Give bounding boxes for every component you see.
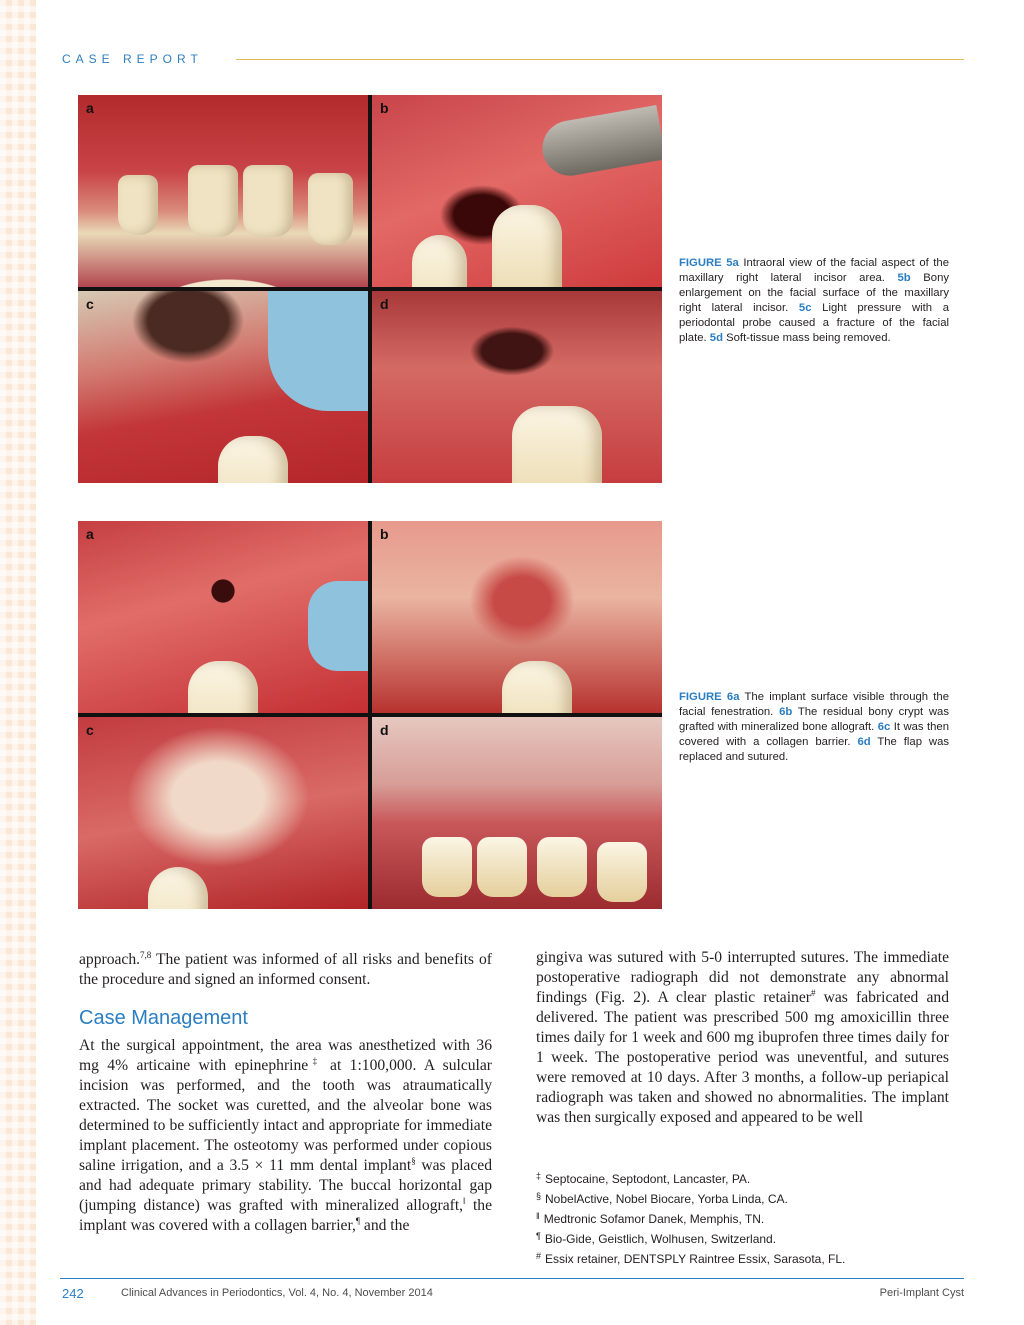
panel-label: d [380,296,389,312]
panel-label: a [86,526,94,542]
page-number: 242 [62,1286,84,1301]
figure-6-caption: FIGURE 6a The implant surface visible through the facial fenestration. 6b The residual bony crypt was grafted with mineralized bone allograft. 6c It was then covered with a collagen barrier. 6d The flap was replaced and sutured. [679,691,950,763]
footnote: ‖ Medtronic Sofamor Danek, Memphis, TN. [536,1211,765,1226]
footnote: ‡ Septocaine, Septodont, Lancaster, PA. [536,1171,751,1186]
body-column-right [536,948,949,1128]
panel-label: b [380,526,389,542]
panel-label: a [86,100,94,116]
running-title: Peri-Implant Cyst [879,1287,964,1299]
panel-label: d [380,722,389,738]
figure-5d-photo [372,291,662,483]
case-management-paragraph: At the surgical appointment, the area was anesthetized with 36 mg 4% articaine with epinephrine‡ at 1:100,000. A sulcular incision was performed, and the tooth was atraumatically extracted. The socket was curetted, and the alveolar bone was determined to be sufficiently intact and appropriate for immediate implant placement. The osteotomy was performed under copious saline irrigation, and a 3.5 × 11 mm dental implant§ was placed and had adequate primary stability. The buccal horizontal gap (jumping distance) was grafted with mineralized allograft,‖ the implant was covered with a collagen barrier,¶ and the [79,1037,493,1234]
continuation-paragraph: gingiva was sutured with 5-0 interrupted sutures. The immediate postoperative radiograph did not demonstrate any abnormal findings (Fig. 2). A clear plastic retainer# was fabricated and delivered. The patient was prescribed 500 mg amoxicillin three times daily for 1 week and 600 mg ibuprofen three times daily for 1 week. The postoperative period was uneventful, and sutures were removed at 10 days. After 3 months, a follow-up periapical radiograph was taken and showed no abnormalities. The implant was then surgically exposed and appeared to be well [536,949,949,1126]
footer-rule [60,1278,964,1279]
decorative-edge-strip [0,0,36,1325]
figure-5 [78,95,662,483]
panel-label: c [86,296,94,312]
figure-5b-photo [372,95,662,287]
footnote: # Essix retainer, DENTSPLY Raintree Essix, Sarasota, FL. [536,1251,846,1266]
header-rule [236,59,964,60]
intro-paragraph: approach.$^{7,8}$ The patient was informed of all risks and benefits of the procedure and signed an informed consent. [79,949,492,988]
figure-6b-photo [372,521,662,713]
figure-6 [78,521,662,909]
figure-5c-photo [78,291,368,483]
figure-6a-photo [78,521,368,713]
panel-label: c [86,722,94,738]
figure-5-caption: FIGURE 5a Intraoral view of the facial aspect of the maxillary right lateral incisor area. 5b Bony enlargement on the facial surface of the maxillary right lateral incisor. 5c Light pressure with a periodontal probe caused a fracture of the facial plate. 5d Soft-tissue mass being removed. [679,257,949,344]
journal-citation: Clinical Advances in Periodontics, Vol. 4, No. 4, November 2014 [121,1287,433,1299]
footnotes [536,1168,956,1268]
section-heading: Case Management [79,1007,248,1029]
footnote: § NobelActive, Nobel Biocare, Yorba Linda, CA. [536,1191,788,1206]
section-label: CASE REPORT [62,52,203,66]
body-column-left [79,950,492,1236]
panel-label: b [380,100,389,116]
figure-6d-photo [372,717,662,909]
figure-5a-photo [78,95,368,287]
figure-6c-photo [78,717,368,909]
footnote: ¶ Bio-Gide, Geistlich, Wolhusen, Switzerland. [536,1231,777,1246]
